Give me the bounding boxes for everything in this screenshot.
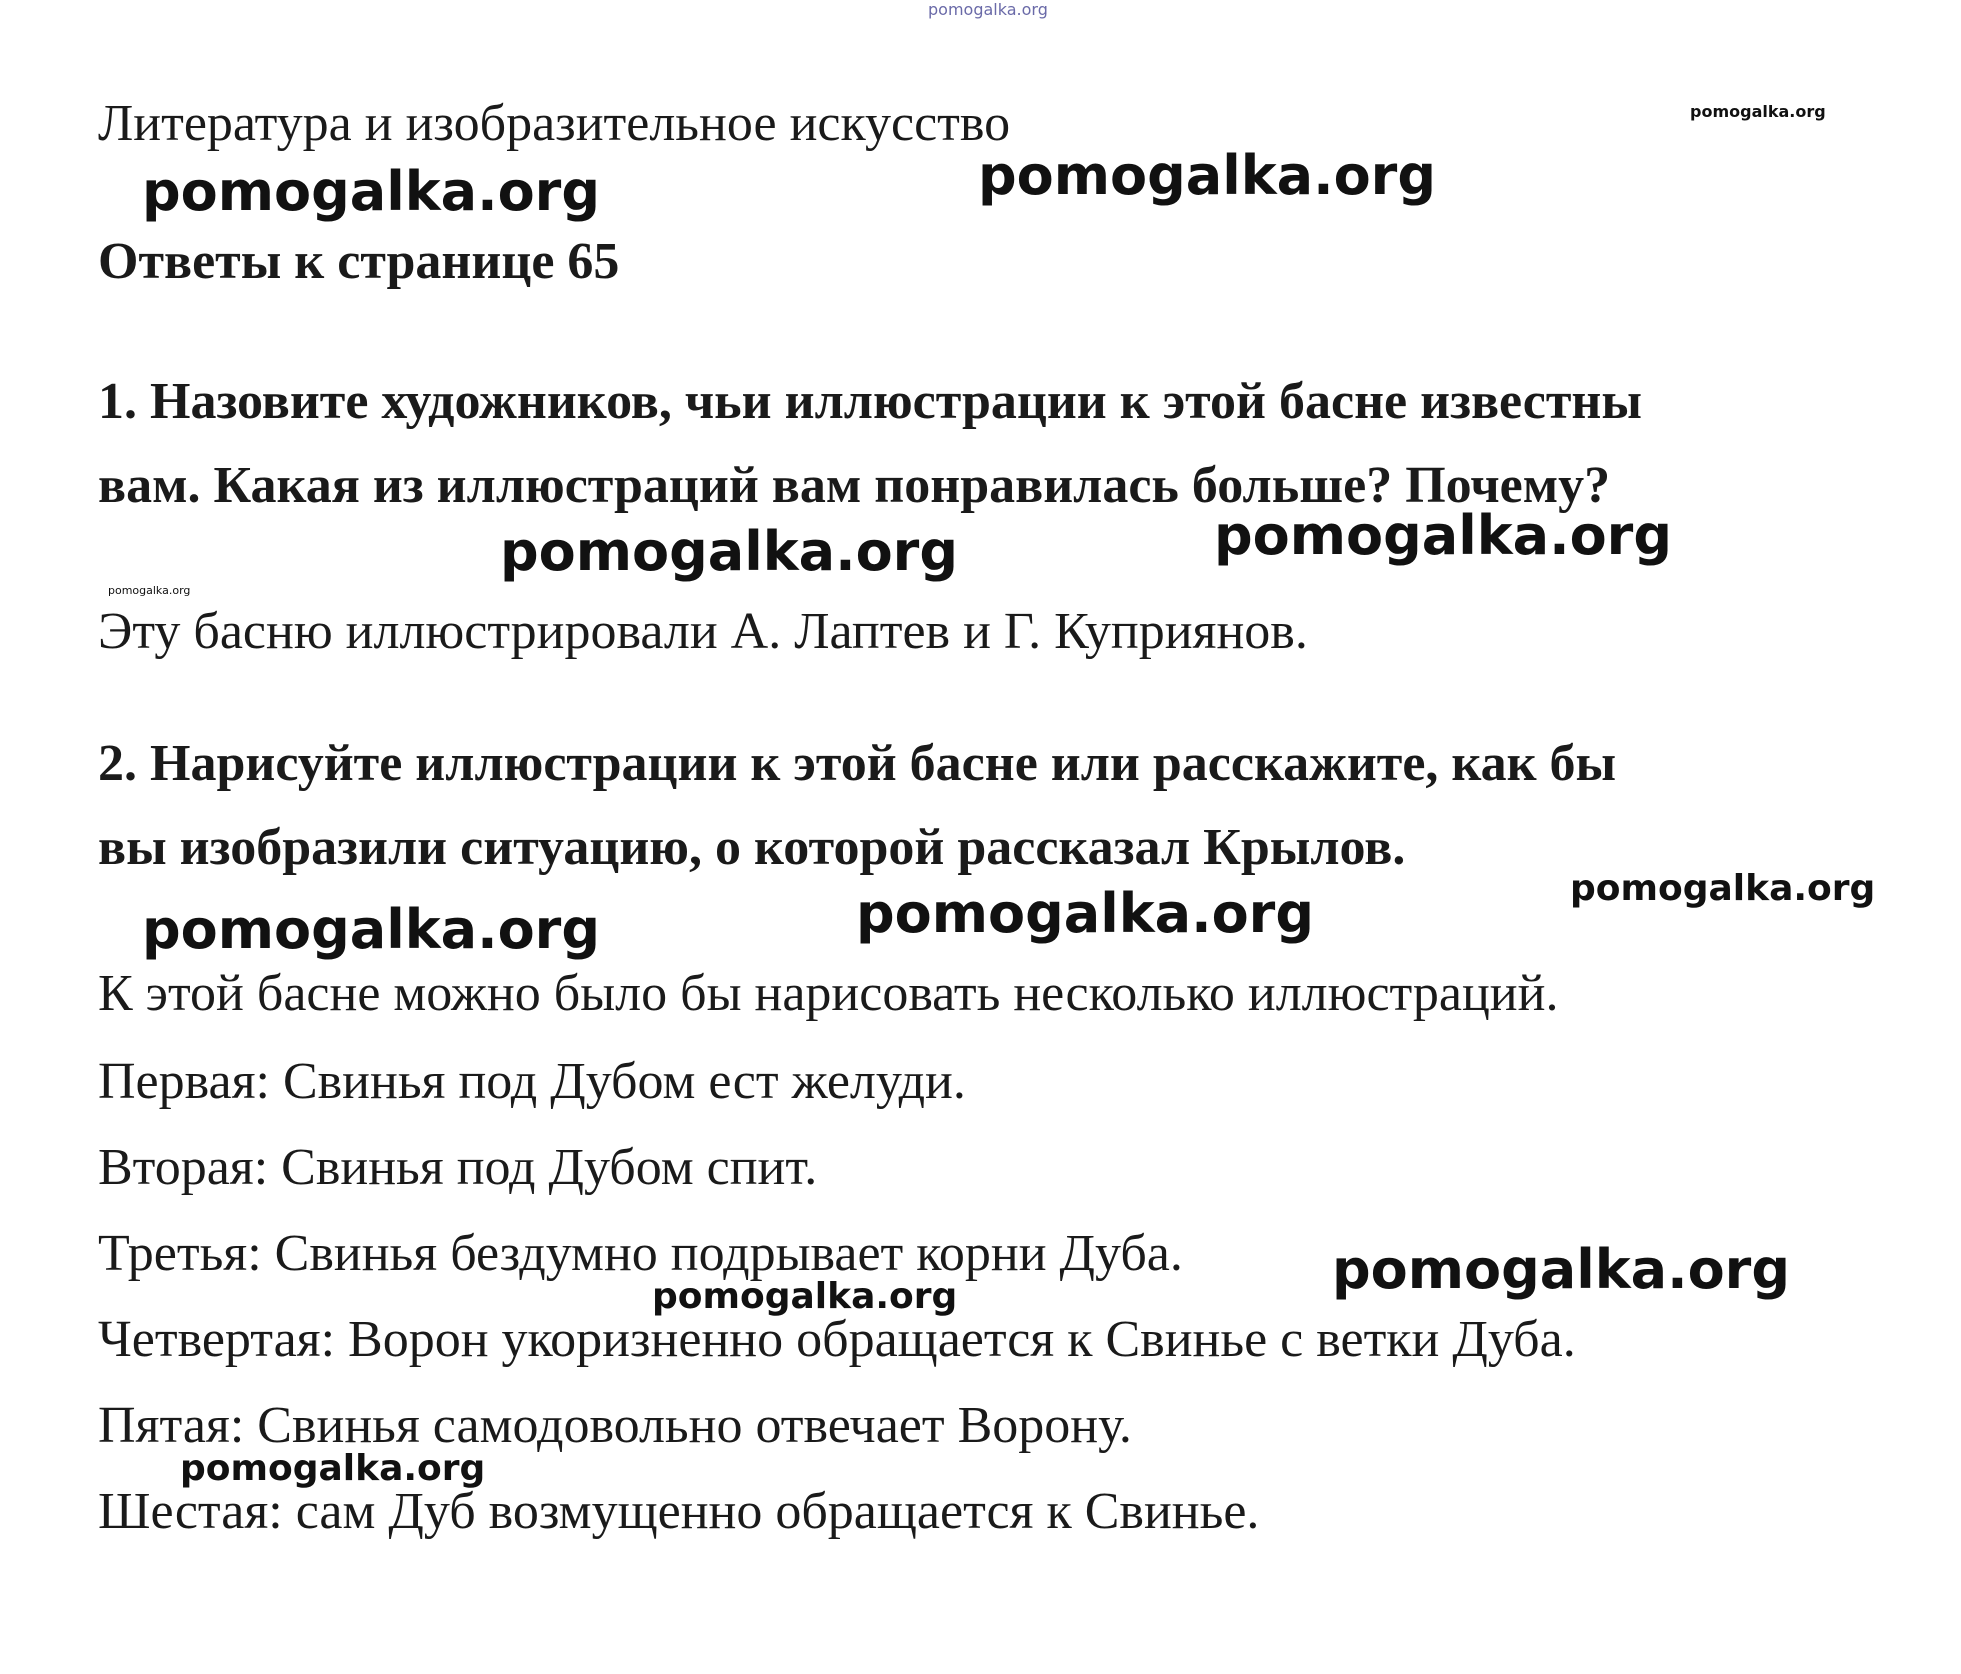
subject-heading: Литература и изобразительное искусство	[98, 95, 1011, 152]
question-2-line-2: вы изобразили ситуацию, о которой рассказал Крылов.	[98, 819, 1406, 876]
watermark-tiny-left: pomogalka.org	[108, 584, 191, 597]
answer-2-line-1: К этой басне можно было бы нарисовать несколько иллюстраций.	[98, 965, 1559, 1022]
watermark-large-4: pomogalka.org	[1214, 504, 1672, 567]
watermark-top: pomogalka.org	[928, 0, 1048, 19]
question-2-line-1: 2. Нарисуйте иллюстрации к этой басне или расскажите, как бы	[98, 735, 1617, 792]
page-title: Ответы к странице 65	[98, 233, 620, 290]
answer-2-line-2: Первая: Свинья под Дубом ест желуди.	[98, 1053, 966, 1110]
question-1-line-1: 1. Назовите художников, чьи иллюстрации к этой басне известны	[98, 373, 1642, 430]
watermark-large-2: pomogalka.org	[978, 144, 1436, 207]
watermark-medium-left: pomogalka.org	[180, 1448, 486, 1489]
watermark-medium-right: pomogalka.org	[1570, 868, 1876, 909]
watermark-medium-center: pomogalka.org	[652, 1276, 958, 1317]
watermark-header-right: pomogalka.org	[1690, 102, 1826, 121]
watermark-large-6: pomogalka.org	[856, 882, 1314, 945]
answer-2-line-4: Третья: Свинья бездумно подрывает корни Дуба.	[98, 1225, 1183, 1282]
answer-1-line-1: Эту басню иллюстрировали А. Лаптев и Г. Куприянов.	[98, 603, 1308, 660]
answer-2-line-6: Пятая: Свинья самодовольно отвечает Ворону.	[98, 1397, 1132, 1454]
watermark-large-7: pomogalka.org	[1332, 1238, 1790, 1301]
watermark-large-5: pomogalka.org	[142, 898, 600, 961]
watermark-large-1: pomogalka.org	[142, 160, 600, 223]
answer-2-line-3: Вторая: Свинья под Дубом спит.	[98, 1139, 818, 1196]
question-1-line-2: вам. Какая из иллюстраций вам понравилась больше? Почему?	[98, 457, 1611, 514]
answer-2-line-5: Четвертая: Ворон укоризненно обращается к Свинье с ветки Дуба.	[98, 1311, 1576, 1368]
answer-2-line-7: Шестая: сам Дуб возмущенно обращается к Свинье.	[98, 1483, 1260, 1540]
watermark-large-3: pomogalka.org	[500, 520, 958, 583]
